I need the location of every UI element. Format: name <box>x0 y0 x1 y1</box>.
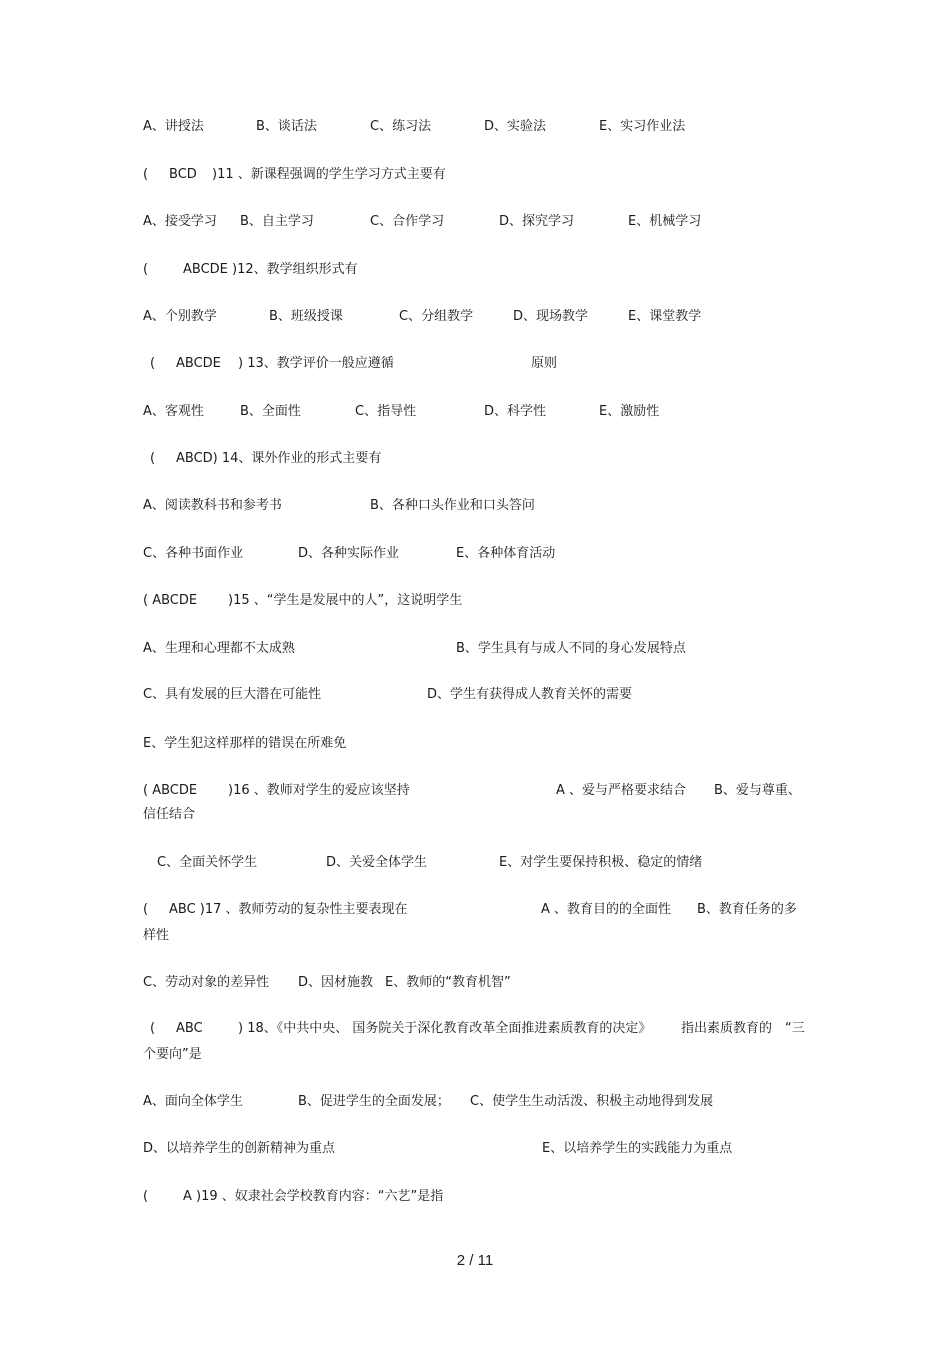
question-18: ) 18、《中共中央、 国务院关于深化教育改革全面推进素质教育的决定》 <box>238 1021 652 1036</box>
option-b: B、学生具有与成人不同的身心发展特点 <box>456 641 686 656</box>
option-a: A、阅读教科书和参考书 <box>143 498 282 513</box>
option-a: A、接受学习 <box>143 214 217 229</box>
answer-text: ABCDE <box>176 356 221 371</box>
option-e: E、课堂教学 <box>628 309 702 324</box>
option-a: A、个别教学 <box>143 309 217 324</box>
option-e: E、对学生要保持积极、稳定的情绪 <box>499 855 703 870</box>
answer-text: ( ABCDE <box>143 783 198 798</box>
option-d: D、科学性 <box>484 404 547 419</box>
option-b: B、谈话法 <box>256 119 317 134</box>
option-d: D、关爱全体学生 <box>326 855 428 870</box>
question-13-tail: 原则 <box>531 356 558 371</box>
option-c: C、分组教学 <box>399 309 474 324</box>
option-c: C、劳动对象的差异性 <box>143 975 270 990</box>
option-a: A 、爱与严格要求结合 <box>556 783 687 798</box>
option-d: D、现场教学 <box>513 309 589 324</box>
question-18-tail: “三 <box>785 1021 805 1036</box>
option-d: D、探究学习 <box>499 214 575 229</box>
option-a: A、客观性 <box>143 404 204 419</box>
option-d: D、各种实际作业 <box>298 546 400 561</box>
answer-paren: ( <box>143 262 149 277</box>
option-c: C、使学生生动活泼、积极主动地得到发展 <box>470 1094 714 1109</box>
question-13: ) 13、教学评价一般应遵循 <box>238 356 394 371</box>
question-11: )11 、新课程强调的学生学习方式主要有 <box>212 167 446 182</box>
answer-paren: ( <box>150 451 156 466</box>
option-e: E、激励性 <box>599 404 660 419</box>
answer-text: BCD <box>169 167 197 182</box>
option-e: E、学生犯这样那样的错误在所难免 <box>143 736 347 751</box>
option-b: B、自主学习 <box>240 214 314 229</box>
option-c: C、指导性 <box>355 404 417 419</box>
answer-paren: ( <box>150 1021 156 1036</box>
option-e: E、机械学习 <box>628 214 702 229</box>
option-c: C、练习法 <box>370 119 432 134</box>
question-12: ABCDE )12、教学组织形式有 <box>183 262 358 277</box>
option-d: D、以培养学生的创新精神为重点 <box>143 1141 336 1156</box>
question-16: )16 、教师对学生的爱应该坚持 <box>228 783 410 798</box>
question-14: ABCD) 14、课外作业的形式主要有 <box>176 451 382 466</box>
option-e: E、以培养学生的实践能力为重点 <box>542 1141 733 1156</box>
option-b: B、各种口头作业和口头答问 <box>370 498 535 513</box>
option-c: C、全面关怀学生 <box>157 855 258 870</box>
option-a: A 、教育目的的全面性 <box>541 902 672 917</box>
option-b-continued: 信任结合 <box>143 807 196 822</box>
option-a: A、讲授法 <box>143 119 204 134</box>
option-a: A、生理和心理都不太成熟 <box>143 641 295 656</box>
option-c: C、合作学习 <box>370 214 445 229</box>
option-e: E、实习作业法 <box>599 119 686 134</box>
option-b: B、促进学生的全面发展； <box>298 1094 450 1109</box>
answer-text: ABC <box>176 1021 203 1036</box>
option-e: E、各种体育活动 <box>456 546 556 561</box>
option-d: D、实验法 <box>484 119 547 134</box>
option-a: A、面向全体学生 <box>143 1094 243 1109</box>
answer-paren: ( <box>143 902 149 917</box>
question-19: A )19 、奴隶社会学校教育内容：“六艺”是指 <box>183 1189 444 1204</box>
option-d: D、学生有获得成人教育关怀的需要 <box>427 687 633 702</box>
option-e: E、教师的“教育机智” <box>385 975 511 990</box>
option-b: B、班级授课 <box>269 309 343 324</box>
option-c: C、具有发展的巨大潜在可能性 <box>143 687 322 702</box>
option-d: D、因材施教 <box>298 975 374 990</box>
answer-paren: ( <box>150 356 156 371</box>
option-c: C、各种书面作业 <box>143 546 244 561</box>
question-18-mid: 指出素质教育的 <box>681 1021 773 1036</box>
option-b-continued: 样性 <box>143 928 170 943</box>
option-b: B、爱与尊重、 <box>714 783 801 798</box>
option-b: B、教育任务的多 <box>697 902 797 917</box>
question-17: ABC )17 、教师劳动的复杂性主要表现在 <box>169 902 408 917</box>
question-15: )15 、“学生是发展中的人”，这说明学生 <box>228 593 463 608</box>
answer-paren: ( <box>143 167 149 182</box>
answer-paren: ( <box>143 1189 149 1204</box>
question-18-continued: 个要向”是 <box>143 1047 202 1062</box>
answer-text: ( ABCDE <box>143 593 198 608</box>
page-number: 2 / 11 <box>456 1252 494 1269</box>
option-b: B、全面性 <box>240 404 301 419</box>
